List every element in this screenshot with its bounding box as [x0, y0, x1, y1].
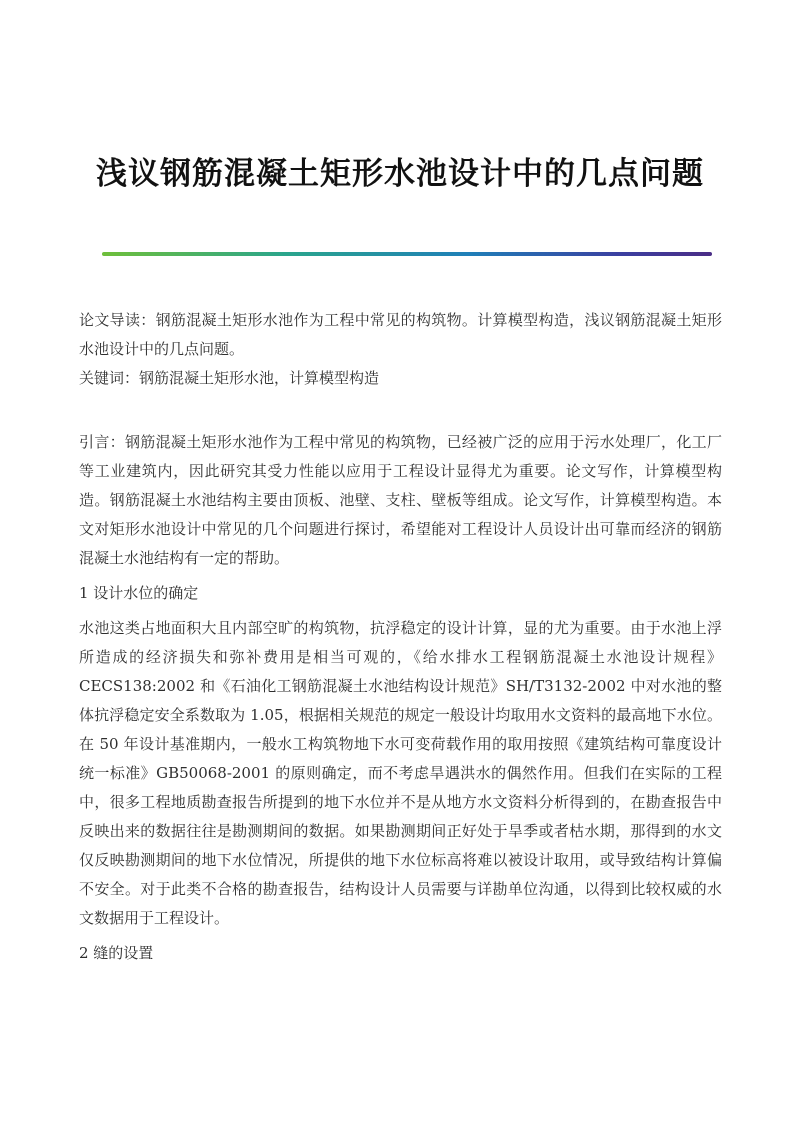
document-body: [79, 306, 722, 968]
keywords-line: 关键词：钢筋混凝土矩形水池，计算模型构造: [79, 369, 380, 387]
document-title: 浅议钢筋混凝土矩形水池设计中的几点问题: [96, 156, 704, 192]
title-divider: [102, 252, 712, 256]
abstract-paragraph: 论文导读：钢筋混凝土矩形水池作为工程中常见的构筑物。计算模型构造，浅议钢筋混凝土矩形水池设计中的几点问题。: [79, 311, 722, 358]
section-heading-2: 2 缝的设置: [79, 944, 154, 962]
intro-paragraph: 引言：钢筋混凝土矩形水池作为工程中常见的构筑物，已经被广泛的应用于污水处理厂，化工厂等工业建筑内，因此研究其受力性能以应用于工程设计显得尤为重要。论文写作，计算模型构造。钢筋混凝土水池结构主要由顶板、池壁、支柱、壁板等组成。论文写作，计算模型构造。本文对矩形水池设计中常见的几个问题进行探讨，希望能对工程设计人员设计出可靠而经济的钢筋混凝土水池结构有一定的帮助。: [79, 433, 722, 567]
spacer: [79, 393, 722, 428]
section-heading-1: 1 设计水位的确定: [79, 584, 199, 602]
section-1-paragraph: 水池这类占地面积大且内部空旷的构筑物，抗浮稳定的设计计算，显的尤为重要。由于水池上浮所造成的经济损失和弥补费用是相当可观的，《给水排水工程钢筋混凝土水池设计规程》CECS138:2002 和《石油化工钢筋混凝土水池结构设计规范》SH/T3132-2002 中对水池的整体抗浮稳定安全系数取为 1.05，根据相关规范的规定一般设计均取用水文资料的最高地下水位。在 50 年设计基准期内，一般水工构筑物地下水可变荷载作用的取用按照《建筑结构可靠度设计统一标准》GB50068-2001 的原则确定，而不考虑旱遇洪水的偶然作用。但我们在实际的工程中，很多工程地质勘查报告所提到的地下水位并不是从地方水文资料分析得到的，在勘查报告中反映出来的数据往往是勘测期间的数据。如果勘测期间正好处于旱季或者枯水期，那得到的水文仅反映勘测期间的地下水位情况，所提供的地下水位标高将难以被设计取用，或导致结构计算偏不安全。对于此类不合格的勘查报告，结构设计人员需要与详勘单位沟通，以得到比较权威的水文数据用于工程设计。: [79, 619, 722, 927]
